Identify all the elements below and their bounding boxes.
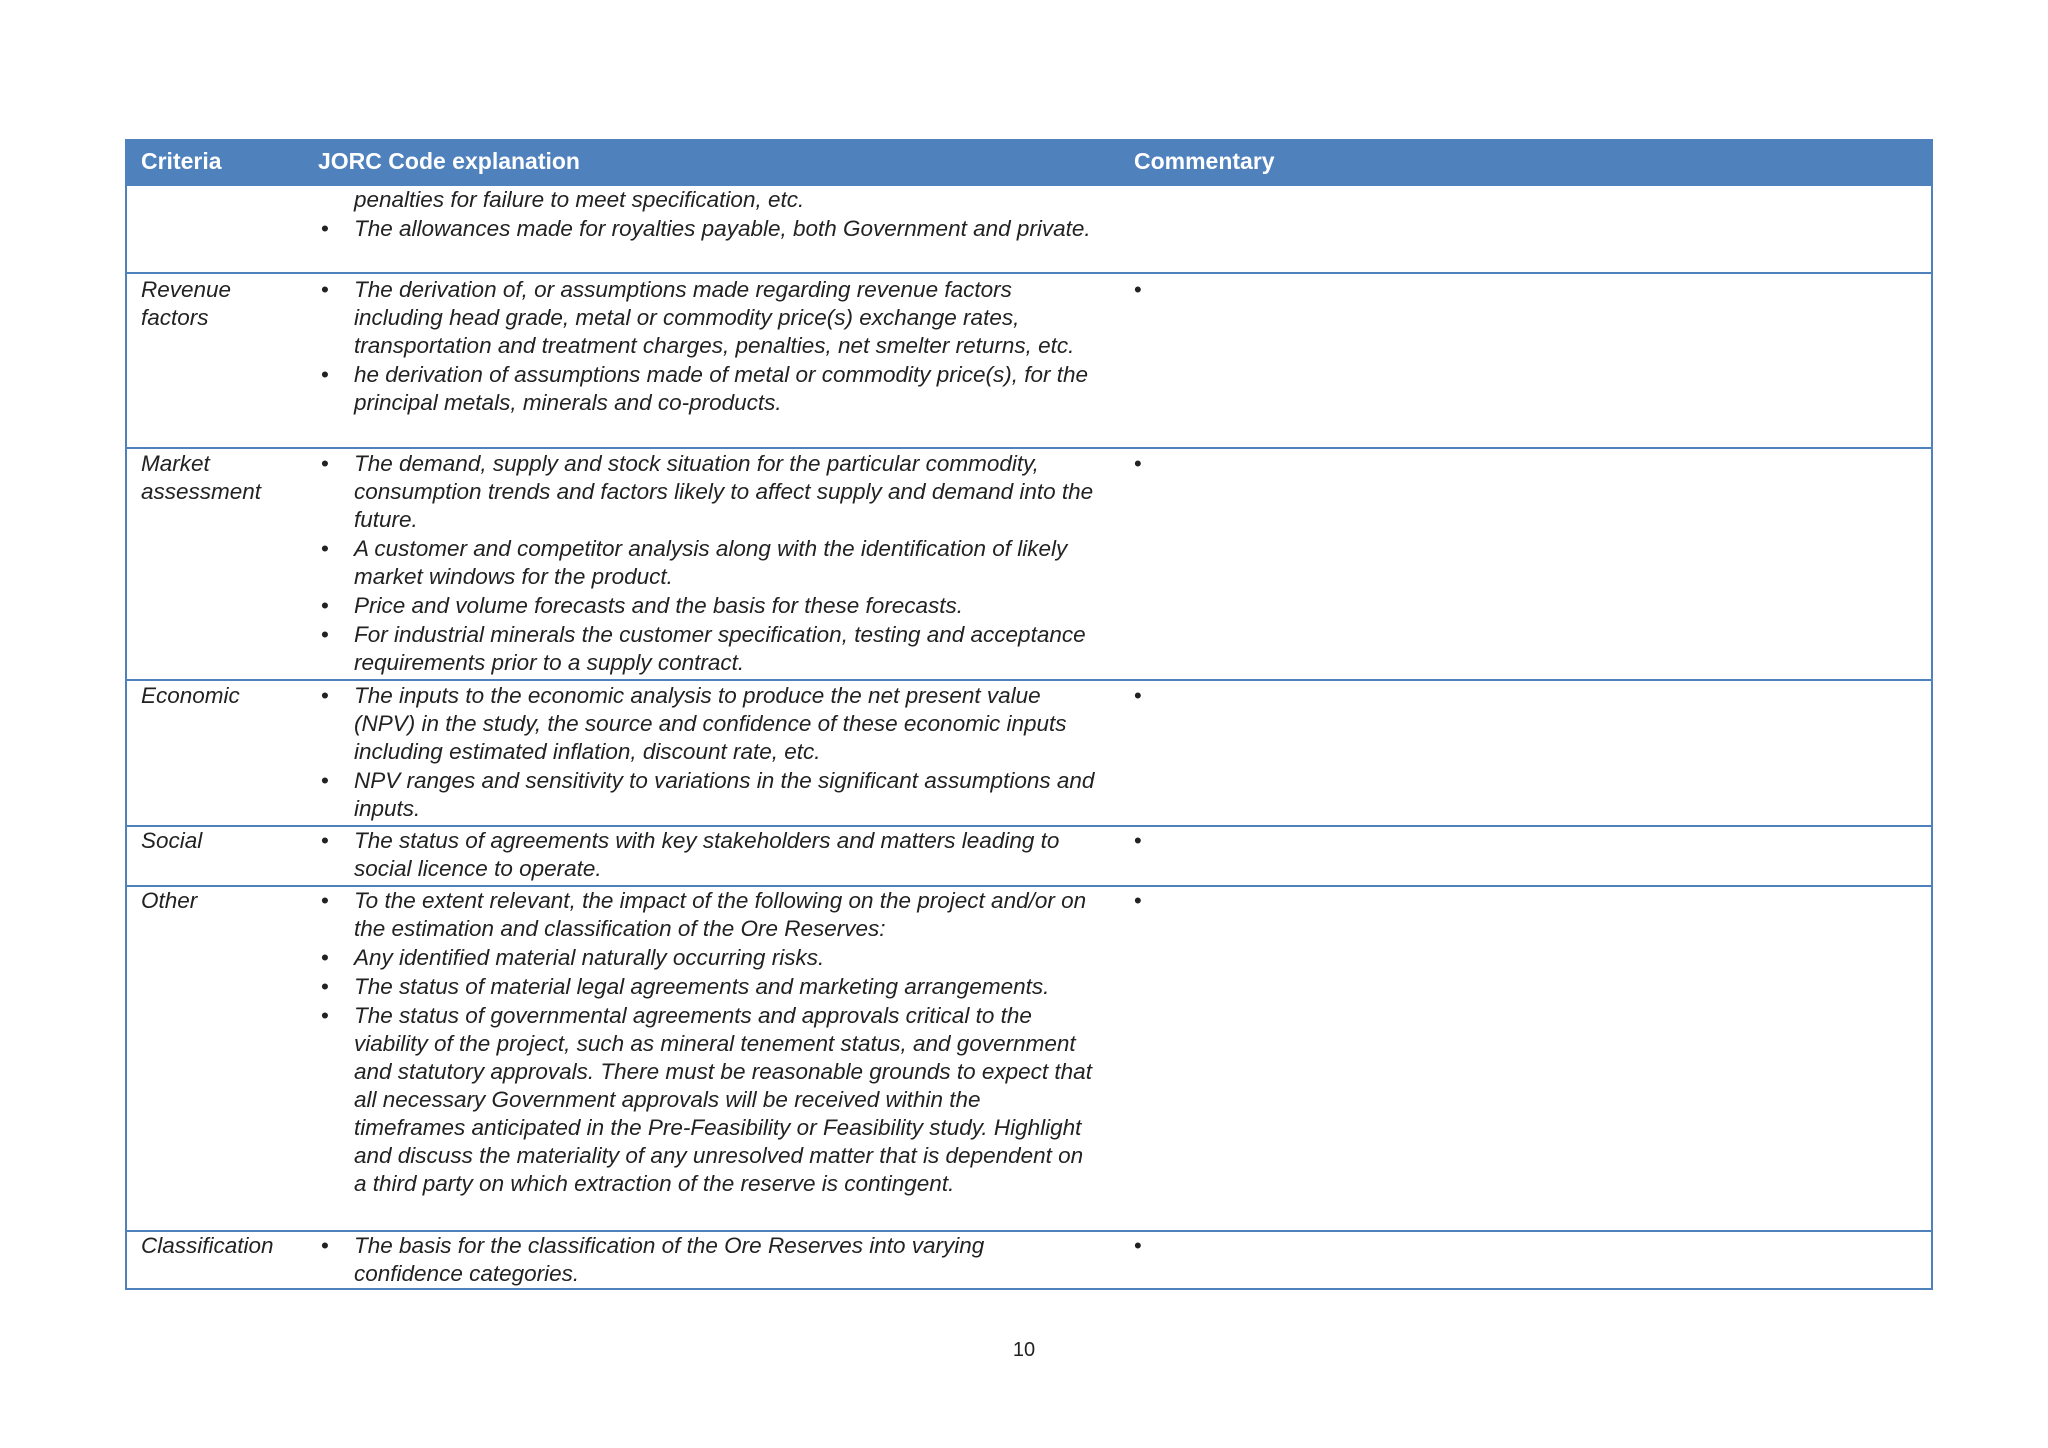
explanation-bullet: • The status of governmental agreements and approvals critical to the viability of the project, such as mineral tenement status, and government and statutory approvals. There must be reasonable grounds to expect that all necessary Government approvals will be received within the timeframes anticipated in the Pre-Feasibility or Feasibility study. Highlight and discuss the materiality of any unresolved matter that is dependent on a third party on which extraction of the reserve is contingent. [318,1002,1098,1198]
criteria-label: Other [141,888,198,913]
page-number: 10 [1012,1339,1036,1361]
table-row [318,887,1098,1199]
table-header [127,141,1931,186]
explanation-bullet: • The status of agreements with key stakeholders and matters leading to social licence to operate. [318,827,1098,883]
header-criteria: Criteria [141,148,222,174]
row-divider [127,272,1931,274]
header-explanation: JORC Code explanation [318,148,580,174]
row-divider [127,679,1931,681]
explanation-bullet: • The inputs to the economic analysis to produce the net present value (NPV) in the study, the source and confidence of these economic inputs including estimated inflation, discount rate, etc. [318,682,1098,766]
criteria-label: Economic [141,683,240,708]
explanation-bullet: • Price and volume forecasts and the basis for these forecasts. [318,592,1098,620]
table-row [318,450,1098,678]
explanation-bullet: • Any identified material naturally occurring risks. [318,944,1098,972]
criteria-label: Classification [141,1233,274,1258]
table-row [318,682,1098,824]
table-row [318,1232,1098,1289]
table-row [318,186,1098,244]
table-row [318,827,1098,884]
header-commentary: Commentary [1134,148,1275,174]
explanation-bullet: • The derivation of, or assumptions made regarding revenue factors including head grade, metal or commodity price(s) exchange rates, transportation and treatment charges, penalties, net smelter returns, etc. [318,276,1098,360]
explanation-bullet: • NPV ranges and sensitivity to variations in the significant assumptions and inputs. [318,767,1098,823]
explanation-bullet: • The basis for the classification of the Ore Reserves into varying confidence categories. [318,1232,1098,1288]
commentary-bullet: • [1134,888,1142,913]
criteria-label: Revenue factors [141,277,232,330]
criteria-label: Market assessment [141,451,262,504]
table-row [318,276,1098,418]
explanation-bullet: • For industrial minerals the customer specification, testing and acceptance requirements prior to a supply contract. [318,621,1098,677]
commentary-bullet: • [1134,683,1142,708]
explanation-bullet: • he derivation of assumptions made of metal or commodity price(s), for the principal metals, minerals and co-products. [318,361,1098,417]
criteria-label: Social [141,828,203,853]
explanation-bullet: • To the extent relevant, the impact of the following on the project and/or on the estimation and classification of the Ore Reserves: [318,887,1098,943]
explanation-text: penalties for failure to meet specification, etc. [354,187,805,212]
commentary-bullet: • [1134,828,1142,853]
explanation-bullet: • A customer and competitor analysis along with the identification of likely market windows for the product. [318,535,1098,591]
commentary-bullet: • [1134,277,1142,302]
commentary-bullet: • [1134,1233,1142,1258]
commentary-bullet: • [1134,451,1142,476]
row-divider [127,447,1931,449]
explanation-bullet: • The allowances made for royalties payable, both Government and private. [318,215,1098,243]
jorc-table [125,139,1933,1290]
explanation-bullet: • The demand, supply and stock situation for the particular commodity, consumption trends and factors likely to affect supply and demand into the future. [318,450,1098,534]
explanation-bullet: • The status of material legal agreements and marketing arrangements. [318,973,1098,1001]
